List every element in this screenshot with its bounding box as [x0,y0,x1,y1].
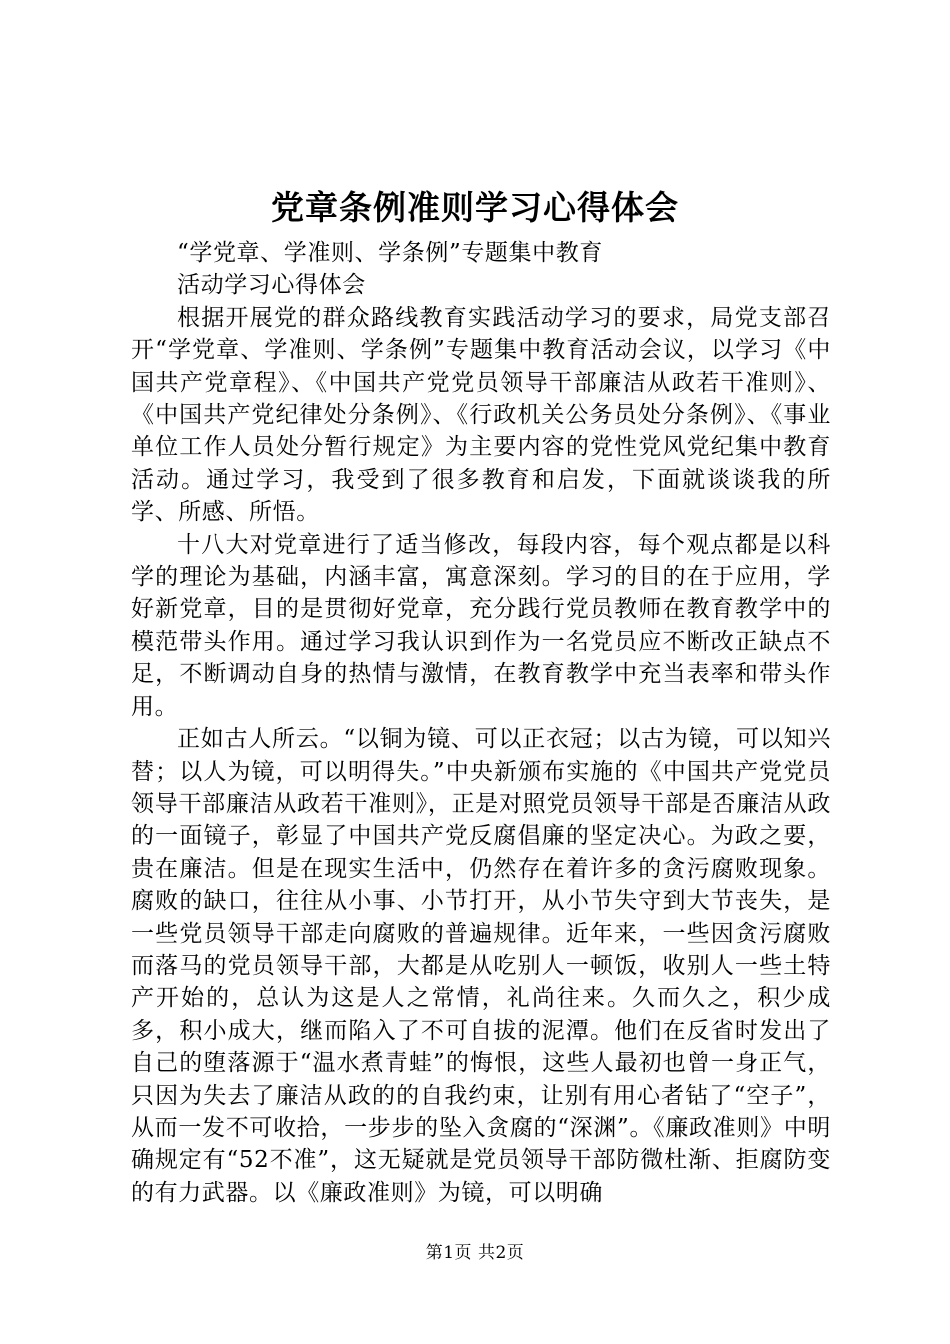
page-footer: 第1页 共2页 [425,1243,525,1263]
subtitle-line-1: “学党章、学准则、学条例”专题集中教育 [177,240,603,266]
subtitle-line-2: 活动学习心得体会 [177,272,366,299]
document-title: 党章条例准则学习心得体会 [271,188,679,227]
paragraph-1: 根据开展党的群众路线教育实践活动学习的要求，局党支部召开“学党章、学准则、学条例”专题集中教育活动会议，以学习《中国共产党章程》、《中国共产党党员领导干部廉洁从政若干准则》、《中国共产党纪律处分条例》、《行政机关公务员处分条例》、《事业单位工作人员处分暂行规定》为主要内容的党性党风党纪集中教育活动。通过学习，我受到了很多教育和启发，下面就谈谈我的所学、所感、所悟。 [131,304,831,526]
document-body [131,237,831,1209]
paragraph-2: 十八大对党章进行了适当修改，每段内容，每个观点都是以科学的理论为基础，内涵丰富，寓意深刻。学习的目的在于应用，学好新党章，目的是贯彻好党章，充分践行党员教师在教育教学中的模范带头作用。通过学习我认识到作为一名党员应不断改正缺点不足，不断调动自身的热情与激情，在教育教学中充当表率和带头作用。 [131,531,831,720]
paragraph-3: 正如古人所云。“以铜为镜、可以正衣冠；以古为镜，可以知兴替；以人为镜，可以明得失。”中央新颁布实施的《中国共产党党员领导干部廉洁从政若干准则》，正是对照党员领导干部是否廉洁从政的一面镜子，彰显了中国共产党反腐倡廉的坚定决心。为政之要，贵在廉洁。但是在现实生活中，仍然存在着许多的贪污腐败现象。腐败的缺口，往往从小事、小节打开，从小节失守到大节丧失，是一些党员领导干部走向腐败的普遍规律。近年来，一些因贪污腐败而落马的党员领导干部，大都是从吃别人一顿饭，收别人一些土特产开始的，总认为这是人之常情，礼尚往来。久而久之，积少成多，积小成大，继而陷入了不可自拔的泥潭。他们在反省时发出了自己的堕落源于“温水煮青蛙”的悔恨，这些人最初也曾一身正气，只因为失去了廉洁从政的的自我约束，让别有用心者钻了“空子”，从而一发不可收拾，一步步的坠入贪腐的“深渊”。《廉政准则》中明确规定有“52不准”，这无疑就是党员领导干部防微杜渐、拒腐防变的有力武器。以《廉政准则》为镜，可以明确 [131,726,831,1206]
